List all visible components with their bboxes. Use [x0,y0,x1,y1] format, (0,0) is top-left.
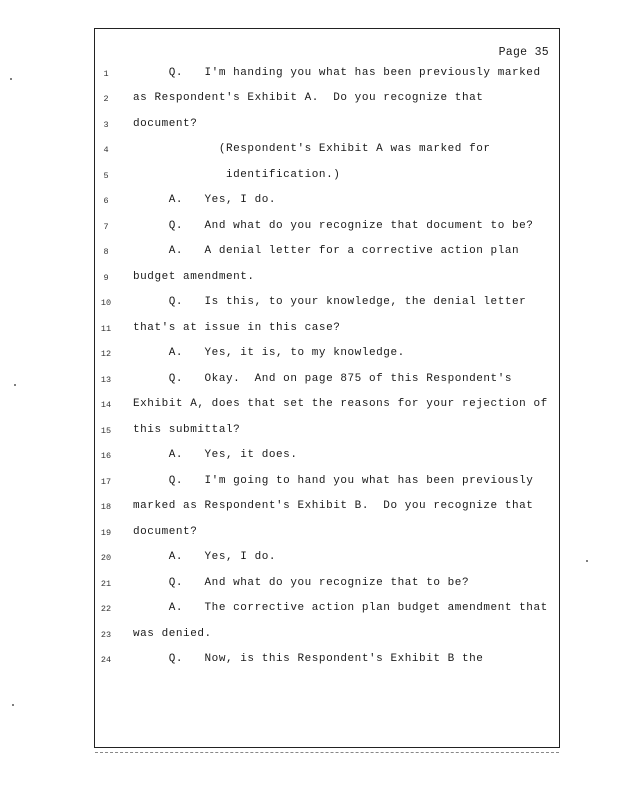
transcript-page [94,28,560,748]
transcript-line [95,602,561,624]
line-number: 24 [100,655,112,665]
line-text: Q. Is this, to your knowledge, the denial letter [133,296,527,308]
line-text: Q. Okay. And on page 875 of this Respondent's [133,373,513,385]
transcript-line [95,245,561,267]
transcript-line [95,551,561,573]
line-number: 18 [100,502,112,512]
line-text: as Respondent's Exhibit A. Do you recognize that [133,92,484,104]
transcript-line [95,169,561,191]
line-number: 13 [100,375,112,385]
transcript-line [95,347,561,369]
transcript-line [95,500,561,522]
transcript-line [95,653,561,675]
line-text: A. Yes, I do. [133,194,277,206]
line-text: this submittal? [133,424,241,436]
line-text: budget amendment. [133,271,255,283]
line-number: 7 [103,222,109,232]
line-text: identification.) [133,169,341,181]
line-number: 21 [100,579,112,589]
line-text: document? [133,118,198,130]
line-number: 20 [100,553,112,563]
line-number: 10 [100,298,112,308]
line-number: 15 [100,426,112,436]
line-text: Q. And what do you recognize that document to be? [133,220,534,232]
transcript-line [95,67,561,89]
line-text: A. Yes, I do. [133,551,277,563]
line-text: was denied. [133,628,212,640]
transcript-line [95,449,561,471]
transcript-line [95,475,561,497]
line-number: 8 [103,247,109,257]
line-number: 23 [100,630,112,640]
line-number: 4 [103,145,109,155]
line-number: 12 [100,349,112,359]
transcript-line [95,577,561,599]
line-text: Q. And what do you recognize that to be? [133,577,470,589]
line-text: document? [133,526,198,538]
line-number: 6 [103,196,109,206]
transcript-line [95,373,561,395]
line-number: 19 [100,528,112,538]
line-text: A. A denial letter for a corrective action plan [133,245,520,257]
line-number: 2 [103,94,109,104]
transcript-line [95,271,561,293]
scan-speck [12,704,14,706]
scan-speck [586,560,588,562]
transcript-line [95,194,561,216]
transcript-line [95,296,561,318]
scan-speck [10,78,12,80]
line-number: 5 [103,171,109,181]
line-text: (Respondent's Exhibit A was marked for [133,143,491,155]
transcript-line [95,92,561,114]
transcript-line [95,424,561,446]
page-number: Page 35 [498,46,549,59]
line-text: Q. I'm going to hand you what has been previously [133,475,534,487]
line-number: 16 [100,451,112,461]
transcript-line [95,526,561,548]
transcript-line [95,220,561,242]
line-number: 9 [103,273,109,283]
line-text: marked as Respondent's Exhibit B. Do you recognize that [133,500,534,512]
line-number: 22 [100,604,112,614]
line-text: Q. I'm handing you what has been previously marked [133,67,541,79]
line-text: Exhibit A, does that set the reasons for your rejection of [133,398,548,410]
line-number: 17 [100,477,112,487]
transcript-line [95,118,561,140]
line-number: 3 [103,120,109,130]
transcript-line [95,398,561,420]
line-number: 1 [103,69,109,79]
line-text: A. The corrective action plan budget amendment that [133,602,548,614]
transcript-line [95,628,561,650]
transcript-line [95,143,561,165]
line-number: 11 [100,324,112,334]
line-text: that's at issue in this case? [133,322,341,334]
line-text: A. Yes, it is, to my knowledge. [133,347,405,359]
scan-speck [14,384,16,386]
transcript-line [95,322,561,344]
line-number: 14 [100,400,112,410]
line-text: A. Yes, it does. [133,449,298,461]
line-text: Q. Now, is this Respondent's Exhibit B the [133,653,484,665]
